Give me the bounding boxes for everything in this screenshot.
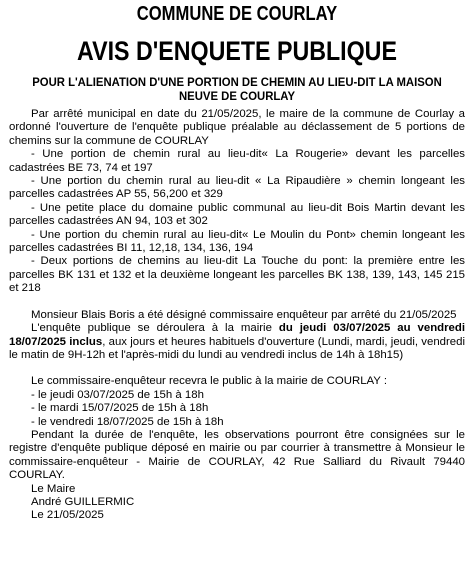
signature-date: Le 21/05/2025	[31, 509, 104, 522]
reception-date: - le mardi 15/07/2025 de 15h à 18h	[31, 402, 209, 415]
reception-intro: Le commissaire-enquêteur recevra le public à la mairie de COURLAY :	[31, 375, 388, 388]
list-item: - Une petite place du domaine public communal au lieu-dit Bois Martin devant les parcelles cadastrées AN 94, 103 et 302	[9, 201, 465, 228]
observations-paragraph: Pendant la durée de l'enquête, les observations pourront être consignées sur le registre d'enquête publique déposé en mairie ou par courrier à transmettre à Monsieur le commissaire-enquêteur - Mairie de COURLAY, 42 Rue Salliard du Rivault 79440 COURLAY.	[9, 428, 465, 482]
subtitle-line-1: POUR L'ALIENATION D'UNE PORTION DE CHEMIN AU LIEU-DIT LA MAISON	[32, 77, 442, 89]
notice-subtitle	[12, 76, 461, 104]
enquete-after: , aux jours et heures habituels d'ouverture (Lundi, mardi, jeudi, vendredi le matin de 9H-12h et l'après-midi du lundi au vendredi inclus de 14h à 18h15)	[9, 335, 465, 361]
enquete-paragraph	[9, 322, 465, 362]
intro-paragraph: Par arrêté municipal en date du 21/05/2025, le maire de la commune de Courlay a ordonné l'ouverture de l'enquête publique préalable au déclassement de 5 portions de chemins sur la commune de COURLAY	[9, 108, 465, 147]
list-item: - Une portion du chemin rural au lieu-dit « La Ripaudière » chemin longeant les parcelles cadastrées AP 55, 56,200 et 329	[9, 175, 465, 201]
signature-role: Le Maire	[31, 482, 76, 495]
reception-date: - le vendredi 18/07/2025 de 15h à 18h	[31, 415, 224, 428]
notice-title: AVIS D'ENQUETE PUBLIQUE	[77, 36, 397, 66]
notice-page	[0, 2, 473, 523]
reception-date: - le jeudi 03/07/2025 de 15h à 18h	[31, 388, 204, 401]
signature-name: André GUILLERMIC	[31, 495, 135, 508]
enquete-dates: du jeudi 03/07/2025 au vendredi 18/07/2025 inclus	[9, 322, 466, 348]
notice-body	[9, 108, 465, 523]
commune-heading: COMMUNE DE COURLAY	[136, 3, 338, 25]
list-item: - Deux portions de chemins au lieu-dit La Touche du pont: la première entre les parcelles BK 131 et 132 et la deuxième longeant les parcelles BK 138, 139, 143, 145 215 et 218	[9, 255, 465, 295]
list-item: - Une portion du chemin rural au lieu-dit« Le Moulin du Pont» chemin longeant les parcelles cadastrées BI 11, 12,18, 134, 136, 194	[9, 228, 465, 255]
commissaire-paragraph: Monsieur Blais Boris a été désigné commissaire enquêteur par arrêté du 21/05/2025	[31, 308, 457, 321]
enquete-before: L'enquête publique se déroulera à la mairie	[31, 322, 279, 335]
list-item: - Une portion de chemin rural au lieu-dit« La Rougerie» devant les parcelles cadastrées BE 73, 74 et 197	[9, 148, 465, 174]
subtitle-line-2: NEUVE DE COURLAY	[178, 91, 296, 103]
